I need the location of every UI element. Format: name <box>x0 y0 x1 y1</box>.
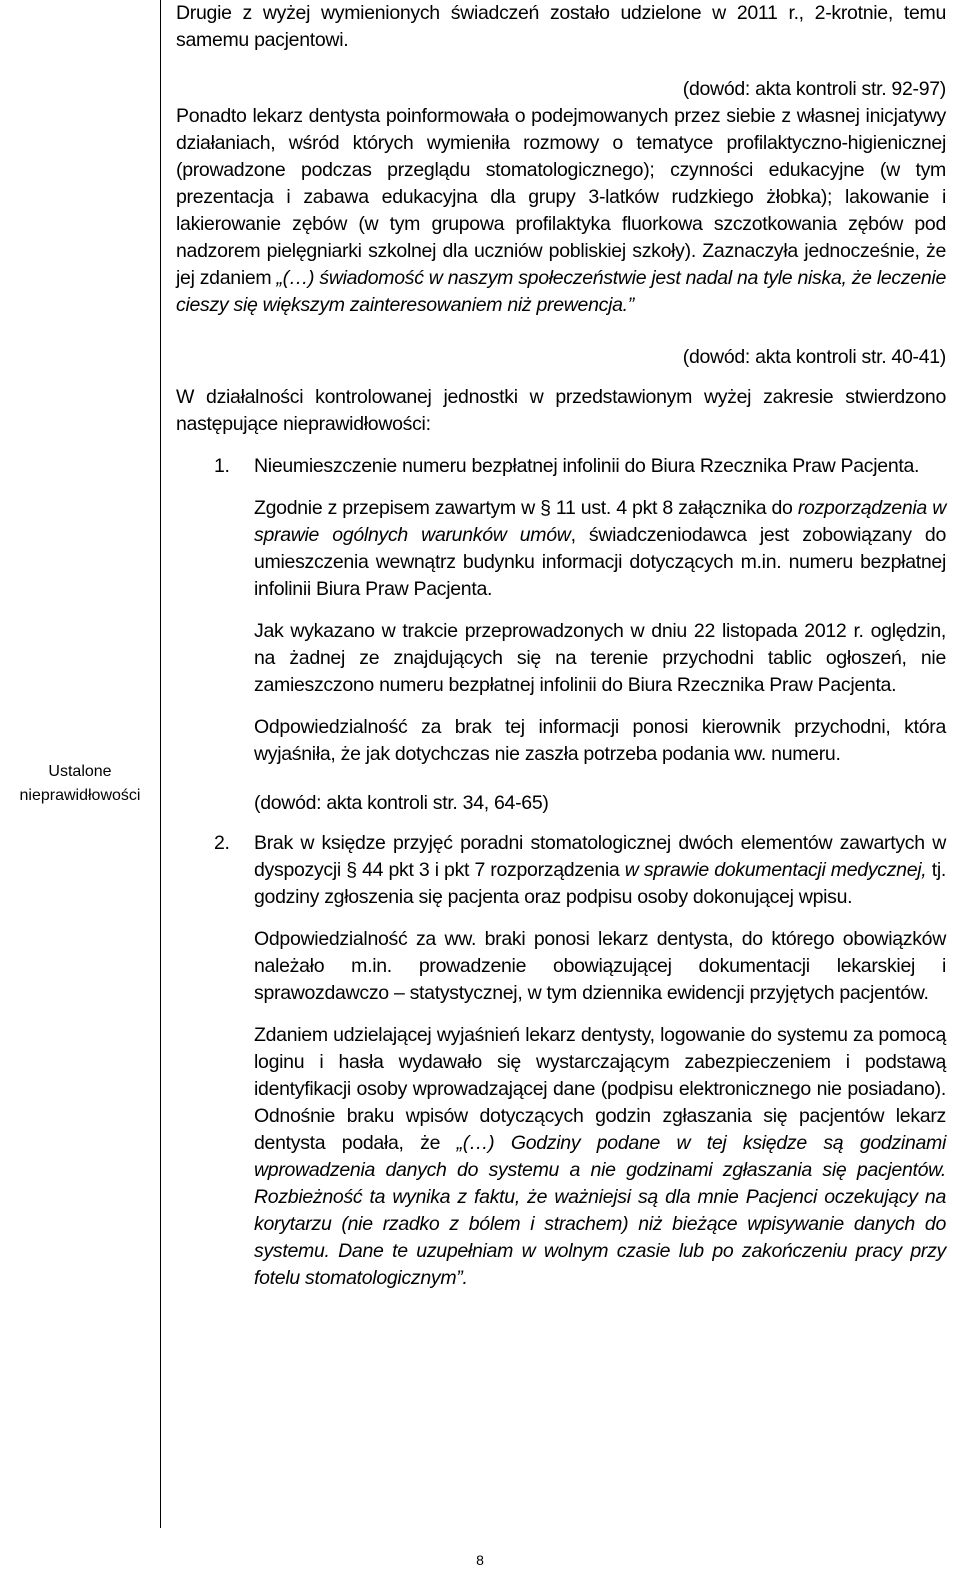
finding-1 <box>176 453 946 817</box>
finding-1-number: 1. <box>214 455 230 477</box>
finding-1-title: Nieumieszczenie numeru bezpłatnej infolinii do Biura Rzecznika Praw Pacjenta. <box>254 455 920 477</box>
side-column <box>0 0 161 1528</box>
finding-1-paragraph-1 <box>254 495 946 603</box>
page-number: 8 <box>476 1552 484 1568</box>
evidence-note-2: (dowód: akta kontroli str. 40-41) <box>682 346 946 368</box>
side-heading-line2: nieprawidłowości <box>19 787 141 804</box>
f2-p1-b: w sprawie dokumentacji medycznej, <box>624 859 927 881</box>
evidence-note-1: (dowód: akta kontroli str. 92-97) <box>682 78 946 100</box>
finding-1-paragraph-3: Odpowiedzialność za brak tej informacji ponosi kierownik przychodni, która wyjaśniła, że jak dotychczas nie zaszła potrzeba podania ww. numeru. <box>254 716 946 765</box>
main-text <box>176 0 946 1292</box>
f1-p1-a: Zgodnie z przepisem zawartym w § 11 ust. 4 pkt 8 załącznika do <box>254 497 798 519</box>
finding-2-paragraph-1 <box>254 830 946 911</box>
finding-1-paragraph-2: Jak wykazano w trakcie przeprowadzonych w dniu 22 listopada 2012 r. oględzin, na żadnej ze znajdujących się na terenie przychodni tablic ogłoszeń, nie zamieszczono numeru bezpłatnej infolinii do Biura Rzecznika Praw Pacjenta. <box>254 620 946 696</box>
f2-p1-a: Brak w księdze przyjęć poradni stomatologicznej dwóch elementów zawartych w dyspozycji § 44 pkt 3 i pkt 7 rozporządzenia <box>254 832 946 881</box>
intro-p2-text: Ponadto lekarz dentysta poinformowała o podejmowanych przez siebie z własnej inicjatywy działaniach, wśród których wymieniła rozmowy o tematyce profilaktyczno-higienicznej (prowadzone podczas przeglądu stomatologicznego); czynności edukacyjne (w tym prezentacja i zabawa edukacyjna dla grupy 3-latków rudzkiego żłobka); lakowanie i lakierowanie zębów (w tym grupowa profilaktyka fluorkowa szczotkowania zębów pod nadzorem pielęgniarki szkolnej dla uczniów pobliskiej szkoły). Zaznaczyła jednocześnie, że jej zdaniem <box>176 105 946 289</box>
f2-p3-a: Zdaniem udzielającej wyjaśnień lekarz dentysty, logowanie do systemu za pomocą loginu i hasła wydawało się wystarczającym zabezpieczeniem i podstawą identyfikacji osoby wprowadzającej dane (podpisu elektronicznego nie posiadano). Odnośnie braku wpisów dotyczących godzin zgłaszania się pacjentów lekarz dentysta podała, że <box>254 1024 946 1154</box>
intro-paragraph-1: Drugie z wyżej wymienionych świadczeń zostało udzielone w 2011 r., 2-krotnie, temu samemu pacjentowi. <box>176 2 946 51</box>
finding-2-paragraph-2: Odpowiedzialność za ww. braki ponosi lekarz dentysta, do którego obowiązków należało m.in. prowadzenie obowiązującej dokumentacji lekarskiej i sprawozdawczo – statystycznej, w tym dziennika ewidencji przyjętych pacjentów. <box>254 928 946 1004</box>
finding-2-number: 2. <box>214 832 230 854</box>
f1-p1-c: , świadczeniodawca jest zobowiązany do umieszczenia wewnątrz budynku informacji dotyczących m.in. numeru bezpłatnej infolinii Biura Praw Pacjenta. <box>254 524 946 600</box>
intro-p2-quote: „(…) świadomość w naszym społeczeństwie jest nadal na tyle niska, że leczenie cieszy się większym zainteresowaniem niż prewencja.” <box>176 267 946 316</box>
f2-p3-quote: „(…) Godziny podane w tej księdze są godzinami wprowadzenia danych do systemu a nie godzinami zgłaszania się pacjentów. Rozbieżność ta wynika z faktu, że ważniejsi są dla mnie Pacjenci oczekujący na korytarzu (nie rzadko z bólem i strachem) niż bieżące wpisywanie danych do systemu. Dane te uzupełniam w wolnym czasie lub po zakończeniu pracy przy fotelu stomatologicznym”. <box>254 1132 947 1289</box>
finding-2-paragraph-3 <box>254 1022 946 1292</box>
f1-p1-b: rozporządzenia w sprawie ogólnych warunków umów <box>254 497 947 546</box>
evidence-note-3: (dowód: akta kontroli str. 34, 64-65) <box>254 792 549 814</box>
finding-2 <box>176 830 946 1292</box>
side-heading-line1: Ustalone <box>48 763 112 780</box>
findings-intro: W działalności kontrolowanej jednostki w przedstawionym wyżej zakresie stwierdzono następujące nieprawidłowości: <box>176 386 946 435</box>
f2-p1-c: tj. godziny zgłoszenia się pacjenta oraz podpisu osoby dokonującej wpisu. <box>254 859 946 908</box>
side-heading <box>0 760 160 808</box>
intro-paragraph-2 <box>176 103 946 319</box>
